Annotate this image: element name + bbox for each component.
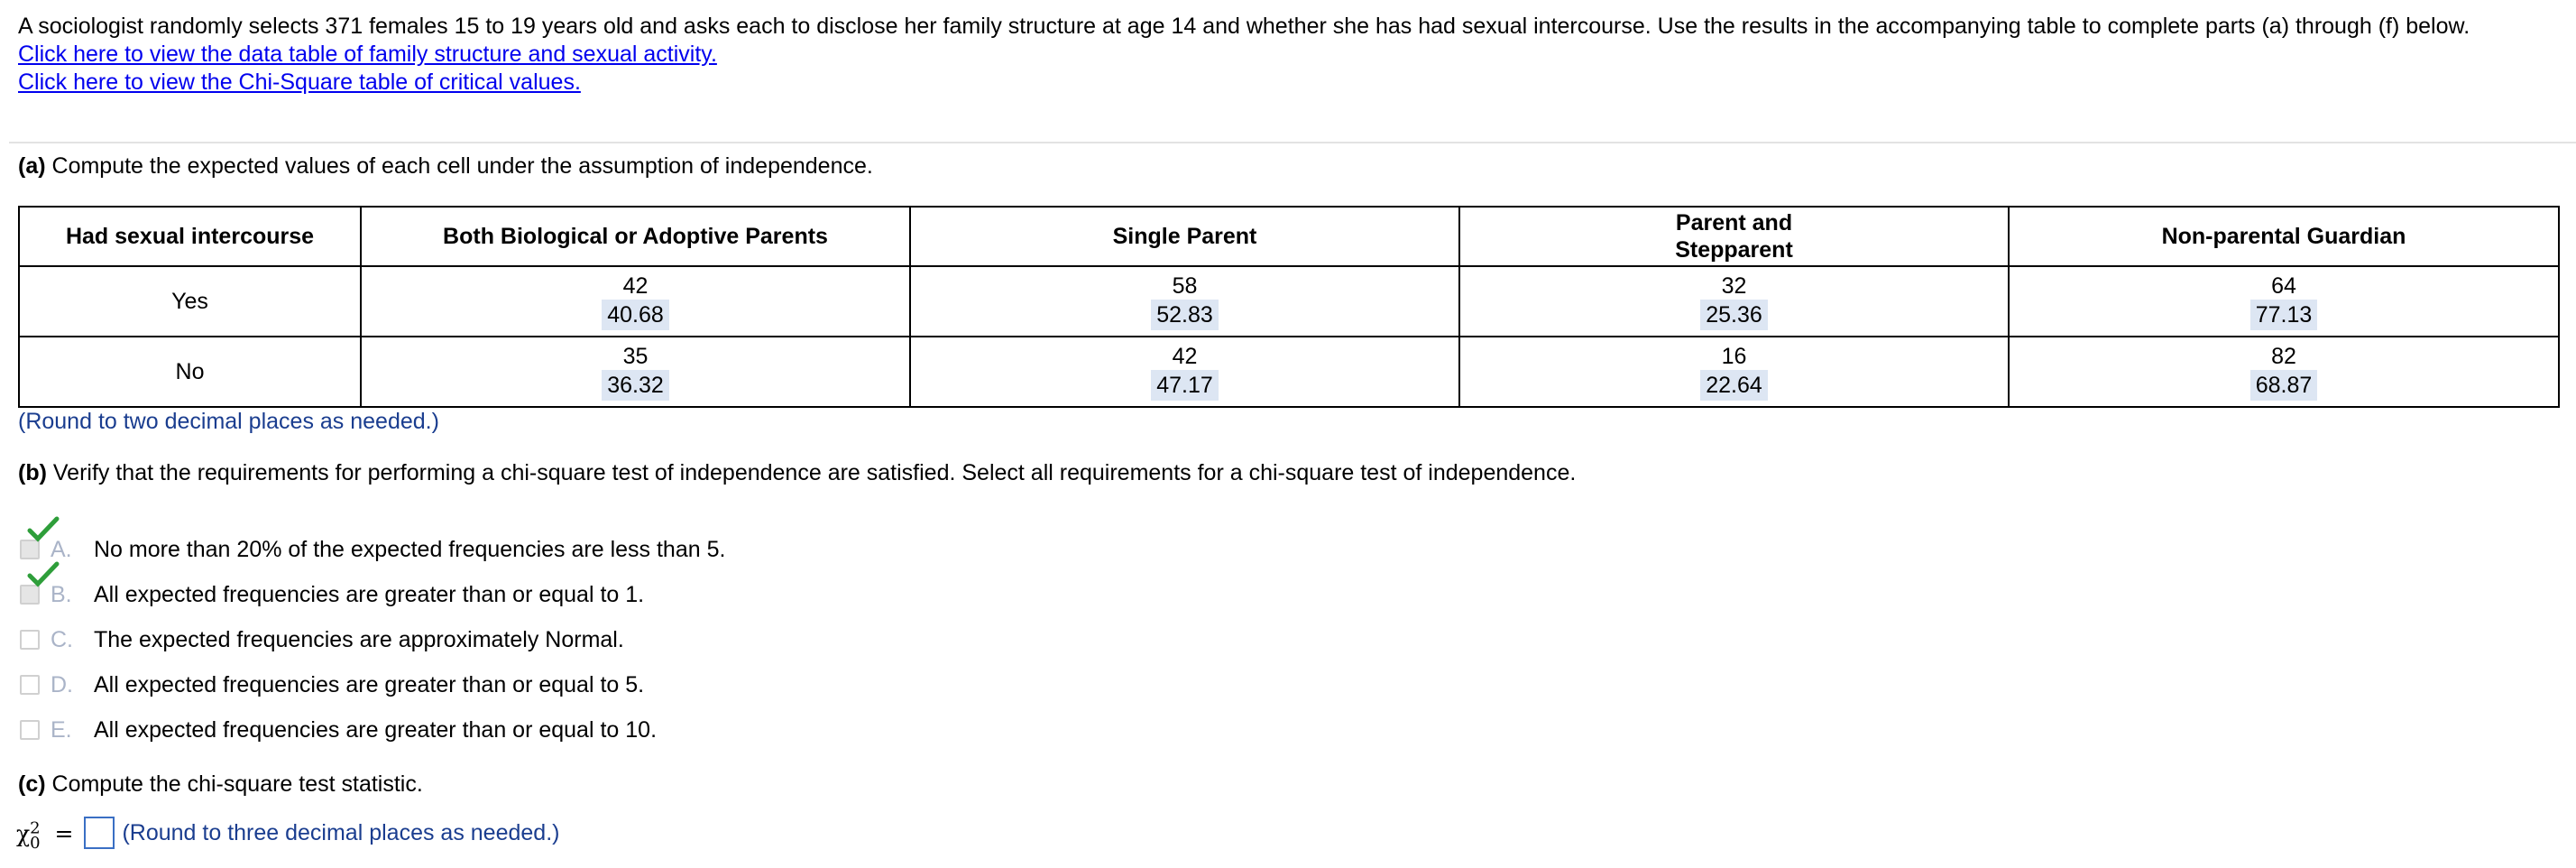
contingency-table xyxy=(18,206,2560,408)
expected-value[interactable]: 36.32 xyxy=(602,370,669,401)
table-header-row xyxy=(19,207,2559,266)
choice-e[interactable] xyxy=(20,707,725,753)
row-label: No xyxy=(19,337,361,407)
choice-letter: B. xyxy=(51,581,72,607)
row-label: Yes xyxy=(19,266,361,337)
part-a-prompt xyxy=(18,153,873,180)
checkbox-c[interactable] xyxy=(20,630,40,650)
table-cell xyxy=(361,266,910,337)
choice-letter: D. xyxy=(51,671,73,697)
part-c-prompt xyxy=(18,771,423,798)
observed-value: 42 xyxy=(622,273,649,299)
observed-value: 16 xyxy=(1721,344,1747,369)
expected-value[interactable]: 25.36 xyxy=(1700,300,1768,330)
observed-value: 42 xyxy=(1172,344,1198,369)
chi-square-table-link[interactable]: Click here to view the Chi-Square table of critical values. xyxy=(18,69,581,95)
choice-letter: A. xyxy=(51,536,72,562)
expected-value[interactable]: 47.17 xyxy=(1151,370,1219,401)
part-c-label: (c) xyxy=(18,771,46,797)
part-c-text: Compute the chi-square test statistic. xyxy=(51,771,423,797)
observed-value: 35 xyxy=(622,344,649,369)
data-table-link[interactable]: Click here to view the data table of family structure and sexual activity. xyxy=(18,42,717,67)
choice-text: No more than 20% of the expected frequencies are less than 5. xyxy=(94,536,726,562)
chi-square-answer-input[interactable] xyxy=(84,817,115,849)
expected-value[interactable]: 22.64 xyxy=(1700,370,1768,401)
checkbox-d[interactable] xyxy=(20,675,40,695)
table-row xyxy=(19,266,2559,337)
table-cell xyxy=(1459,266,2009,337)
header-cell: Parent and Stepparent xyxy=(1459,207,2009,266)
part-b-prompt xyxy=(18,460,1576,486)
header-cell: Single Parent xyxy=(910,207,1459,266)
choice-text: All expected frequencies are greater than or equal to 1. xyxy=(94,581,645,607)
part-a-label: (a) xyxy=(18,153,46,179)
choice-letter: C. xyxy=(51,626,73,652)
table-cell xyxy=(2009,266,2559,337)
divider xyxy=(9,142,2576,143)
expected-value[interactable]: 77.13 xyxy=(2250,300,2318,330)
header-cell: Both Biological or Adoptive Parents xyxy=(361,207,910,266)
header-cell: Had sexual intercourse xyxy=(19,207,361,266)
header-cell: Non-parental Guardian xyxy=(2009,207,2559,266)
part-b-label: (b) xyxy=(18,460,47,485)
chi-square-symbol: $\chi^2$ 0 = xyxy=(16,818,74,853)
choice-letter: E. xyxy=(51,716,72,743)
requirements-choices xyxy=(20,527,725,753)
chi-square-answer-line xyxy=(16,817,560,853)
choice-a[interactable] xyxy=(20,527,725,572)
part-a-text: Compute the expected values of each cell under the assumption of independence. xyxy=(51,153,873,179)
check-icon xyxy=(27,516,60,543)
choice-text: The expected frequencies are approximately Normal. xyxy=(94,626,624,652)
observed-value: 32 xyxy=(1721,273,1747,299)
table-cell xyxy=(910,266,1459,337)
table-cell xyxy=(361,337,910,407)
choice-c[interactable] xyxy=(20,617,725,662)
part-b-text: Verify that the requirements for performing a chi-square test of independence are satisfied. Select all requirements for a chi-square test of independence. xyxy=(52,460,1577,485)
expected-value[interactable]: 68.87 xyxy=(2250,370,2318,401)
choice-d[interactable] xyxy=(20,662,725,707)
table-row xyxy=(19,337,2559,407)
choice-b[interactable] xyxy=(20,572,725,617)
part-a-hint: (Round to two decimal places as needed.) xyxy=(18,409,439,434)
observed-value: 58 xyxy=(1172,273,1198,299)
table-cell xyxy=(2009,337,2559,407)
check-icon xyxy=(27,561,60,588)
expected-value[interactable]: 40.68 xyxy=(602,300,669,330)
checkbox-e[interactable] xyxy=(20,720,40,740)
table-cell xyxy=(1459,337,2009,407)
observed-value: 82 xyxy=(2271,344,2296,369)
expected-value[interactable]: 52.83 xyxy=(1151,300,1219,330)
problem-text: A sociologist randomly selects 371 females 15 to 19 years old and asks each to disclose her family structure at age 14 and whether she has had sexual intercourse. Use the results in the accompanying table to complete parts (a) through (f) below. xyxy=(18,14,2470,39)
table-cell xyxy=(910,337,1459,407)
part-c-hint: (Round to three decimal places as needed.) xyxy=(122,819,560,845)
choice-text: All expected frequencies are greater than or equal to 5. xyxy=(94,671,645,697)
choice-text: All expected frequencies are greater than or equal to 10. xyxy=(94,716,658,743)
observed-value: 64 xyxy=(2271,273,2296,299)
problem-statement xyxy=(18,13,2535,97)
